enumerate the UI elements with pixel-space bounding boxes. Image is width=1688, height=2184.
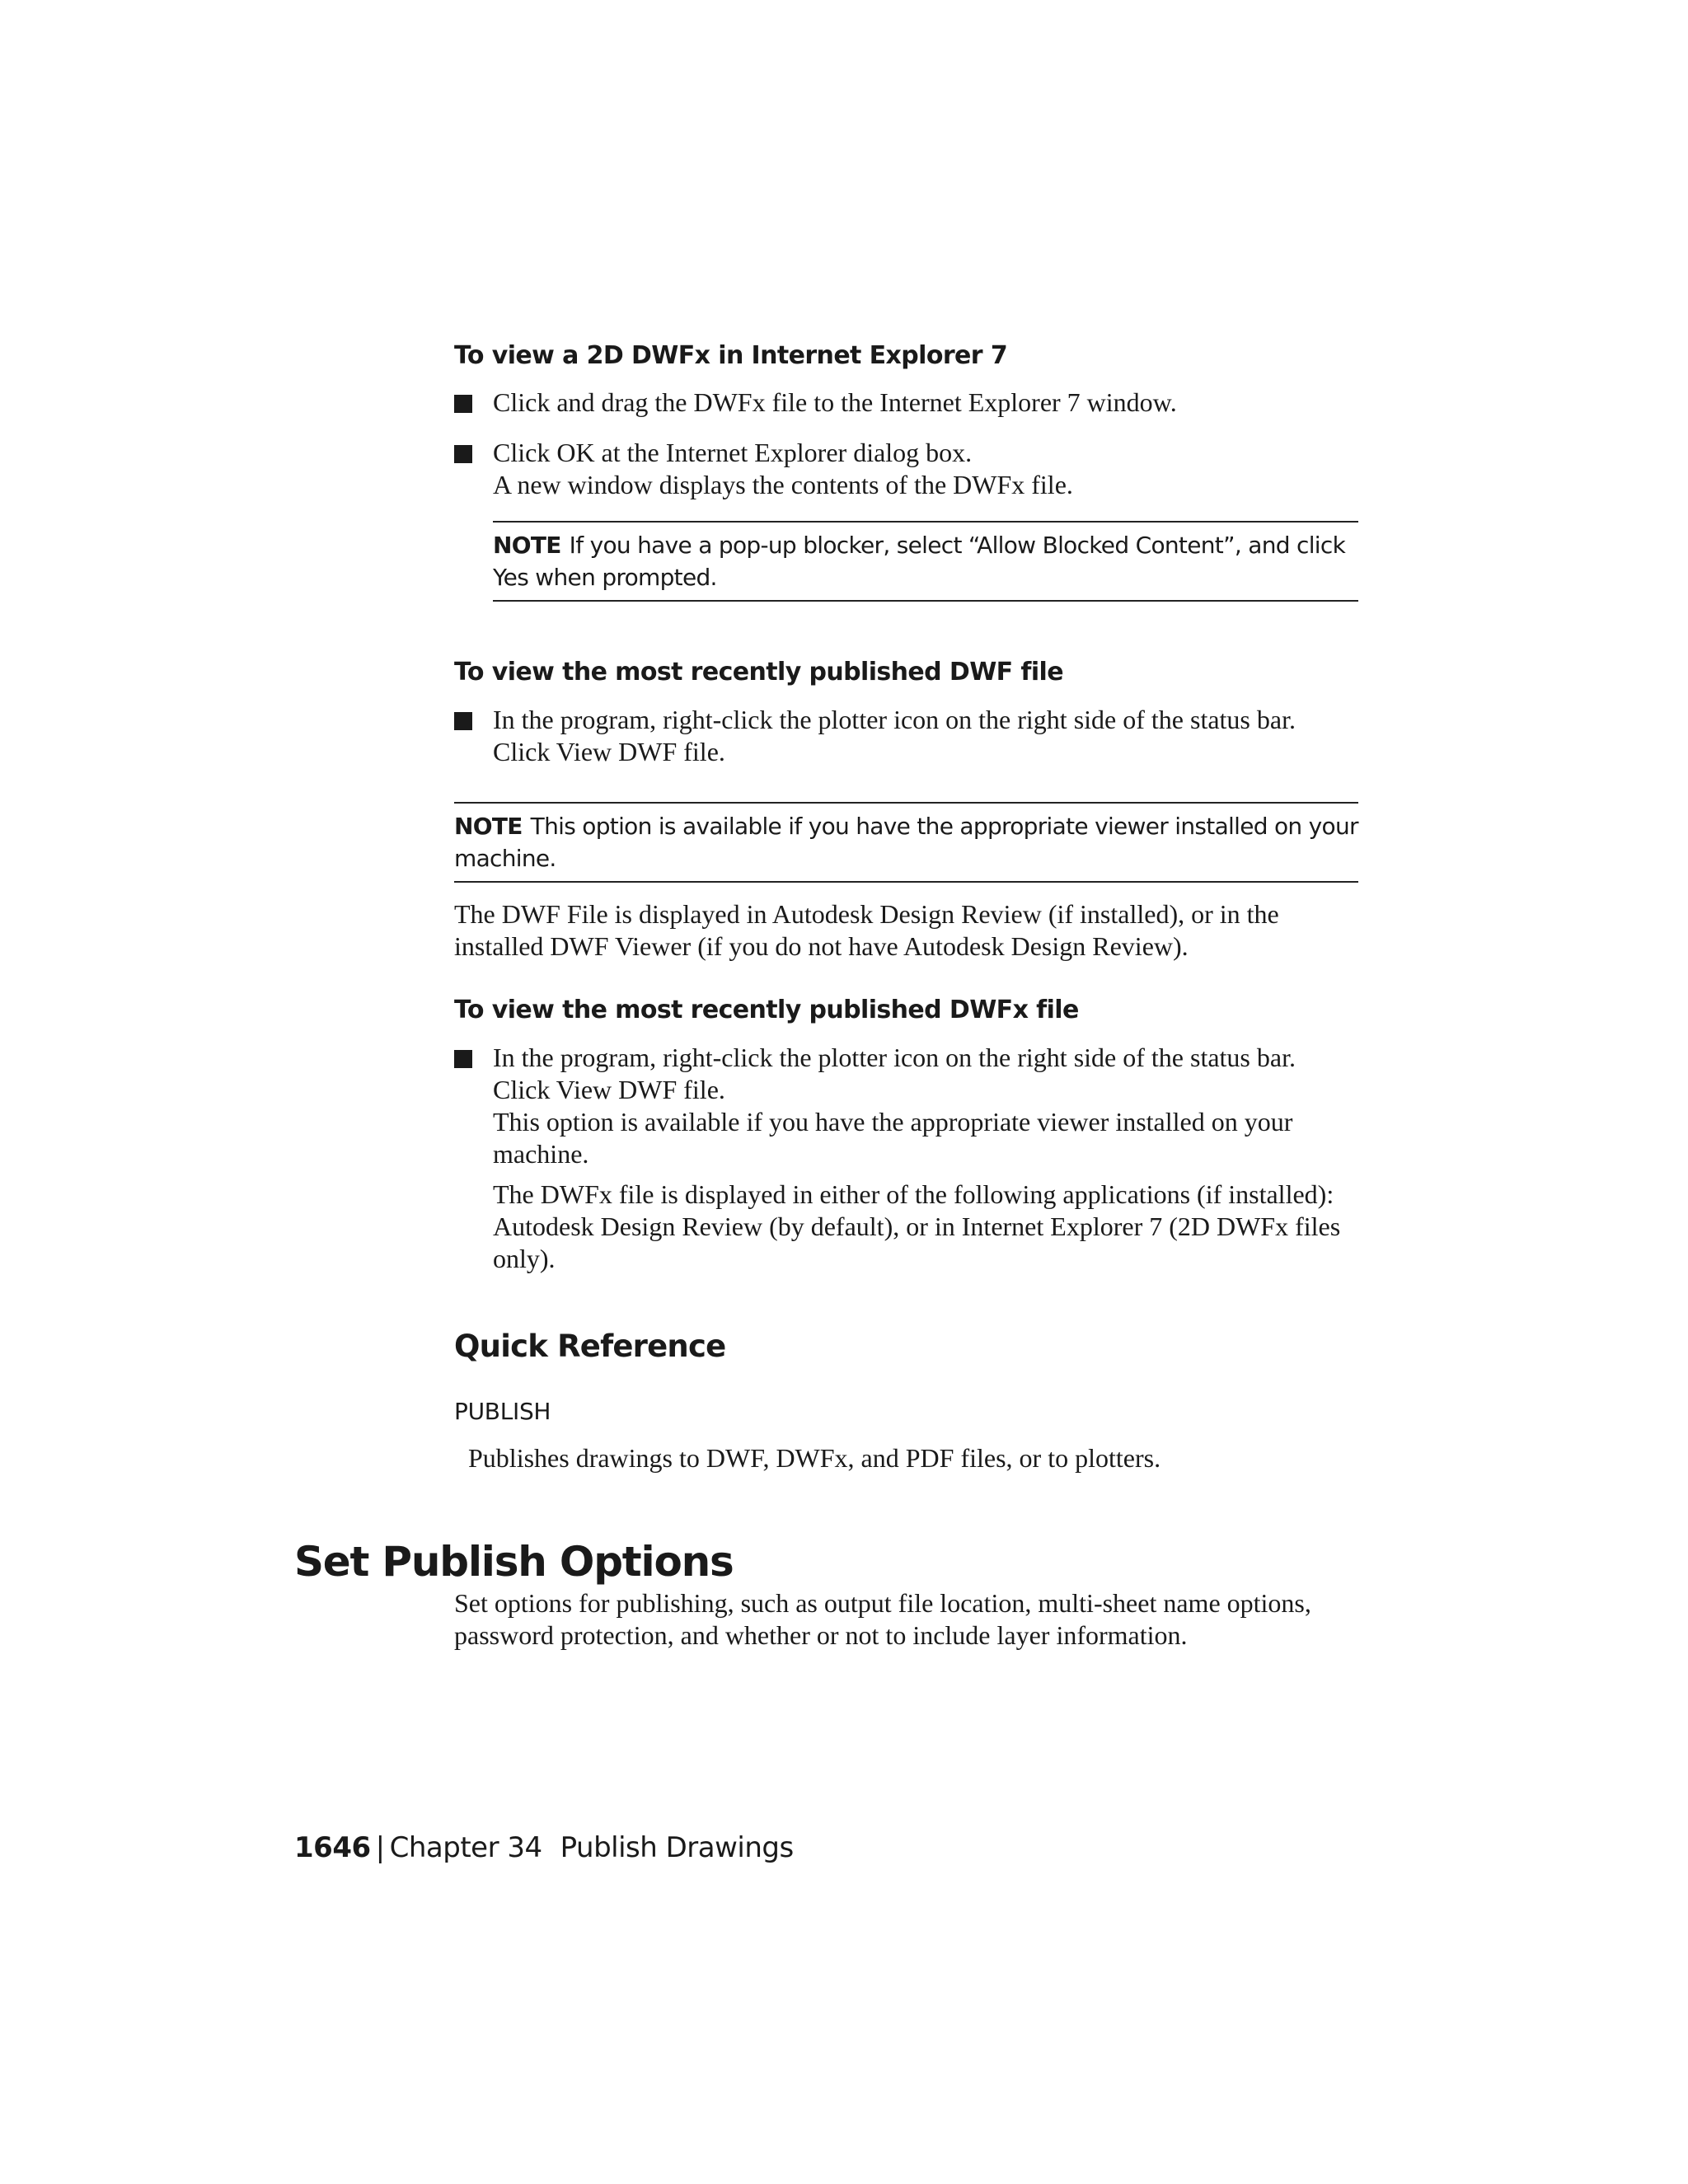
note-label: NOTE (493, 532, 561, 559)
step-text: In the program, right-click the plotter icon on the right side of the status bar. Click View DWF file. (493, 1043, 1296, 1104)
page-number: 1646 (294, 1831, 371, 1864)
note-text: If you have a pop-up blocker, select “Allow Blocked Content”, and click Yes when prompted. (493, 532, 1346, 591)
step-result-text: The DWFx file is displayed in either of the following applications (if installed): Autodesk Design Review (by default), or in Internet Explorer 7 (2D DWFx files only). (493, 1179, 1341, 1273)
step-result-text: A new window displays the contents of the DWFx file. (493, 470, 1073, 499)
bullet-square-icon (454, 445, 472, 463)
quick-reference-heading: Quick Reference (454, 1329, 726, 1364)
command-name: PUBLISH (454, 1398, 551, 1425)
note-label: NOTE (454, 813, 523, 840)
section-title: Set Publish Options (294, 1538, 734, 1586)
note-text: This option is available if you have the appropriate viewer installed on your machine. (454, 813, 1358, 872)
page-footer (294, 1831, 794, 1864)
bullet-square-icon (454, 395, 472, 413)
command-description: Publishes drawings to DWF, DWFx, and PDF files, or to plotters. (468, 1443, 1161, 1473)
step-text: In the program, right-click the plotter icon on the right side of the status bar. Click View DWF file. (493, 705, 1296, 766)
procedure-title-view-dwf: To view the most recently published DWF file (454, 658, 1063, 687)
note-box (454, 802, 1358, 883)
section-intro: Set options for publishing, such as output file location, multi-sheet name options, password protection, and whether or not to include layer information. (454, 1588, 1311, 1650)
footer-chapter: Chapter 34 (389, 1831, 542, 1864)
footer-chapter-title: Publish Drawings (560, 1831, 794, 1864)
procedure-title-view-dwfx: To view the most recently published DWFx file (454, 996, 1079, 1024)
note-box (493, 521, 1358, 602)
result-paragraph: The DWF File is displayed in Autodesk Design Review (if installed), or in the installed DWF Viewer (if you do not have Autodesk Design Review). (454, 899, 1279, 961)
bullet-square-icon (454, 1050, 472, 1068)
bullet-square-icon (454, 712, 472, 730)
step-text: Click and drag the DWFx file to the Internet Explorer 7 window. (493, 387, 1177, 417)
procedure-title-view-2d-dwfx: To view a 2D DWFx in Internet Explorer 7 (454, 341, 1008, 370)
footer-separator: | (375, 1831, 385, 1864)
step-note-text: This option is available if you have the appropriate viewer installed on your machine. (493, 1107, 1293, 1169)
step-text: Click OK at the Internet Explorer dialog box. (493, 438, 973, 467)
